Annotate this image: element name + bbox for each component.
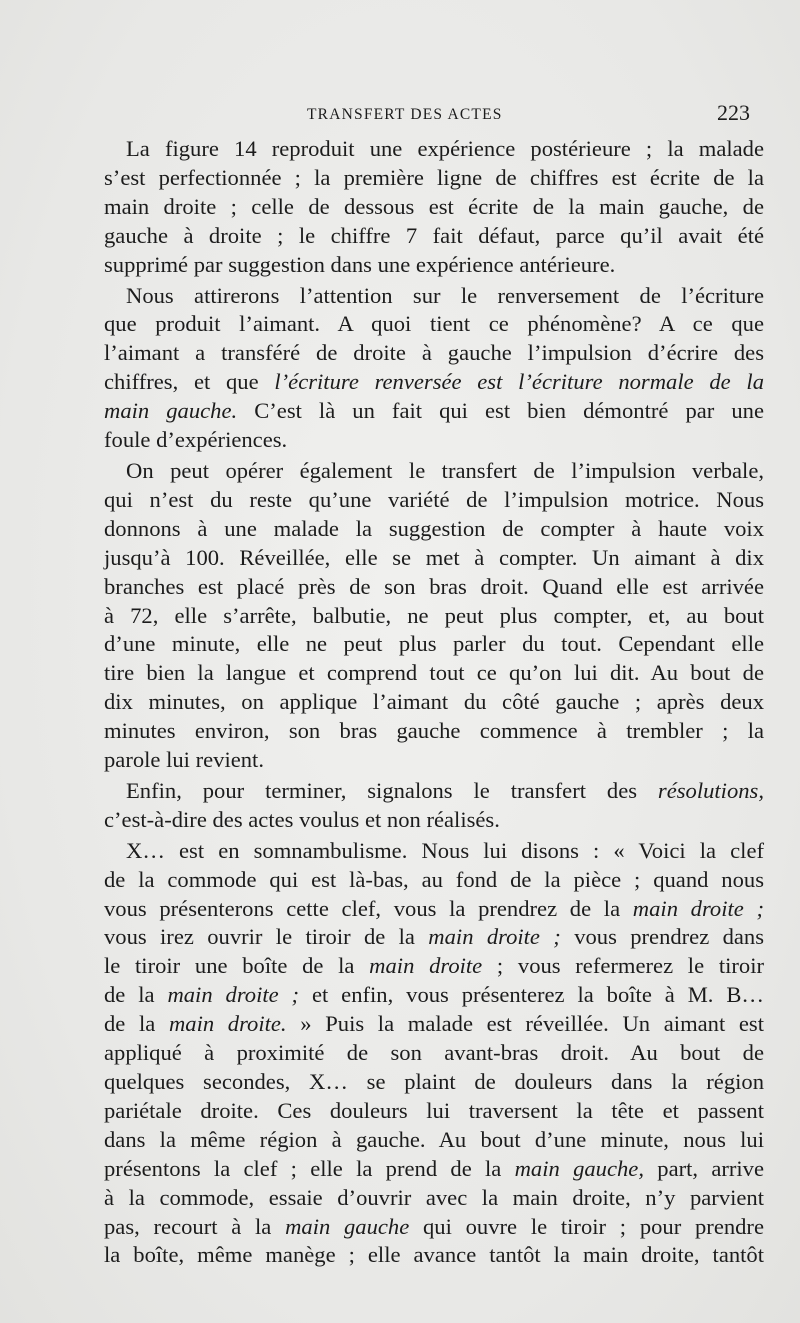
text-run: qui ouvre le tiroir ; pour prendre	[409, 1213, 764, 1239]
italic-text: main droite.	[168, 1011, 287, 1037]
text-line	[82, 1068, 764, 1097]
text-run: parole lui revient.	[104, 747, 264, 773]
text-run: main droite ; celle de dessous est écrite de la main gauche, de	[104, 193, 764, 219]
italic-text: main droite	[369, 953, 483, 979]
page-number: 223	[717, 100, 750, 125]
text-line	[82, 282, 764, 311]
text-line	[82, 1184, 764, 1213]
text-run: et enfin, vous présenterez la boîte à M. B…	[299, 982, 764, 1008]
text-run: vous prendrez dans	[560, 924, 764, 950]
text-run: jusqu’à 100. Réveillée, elle se met à compter. Un aimant à dix	[104, 544, 764, 570]
italic-text: main droite ;	[167, 982, 300, 1008]
text-line	[82, 368, 764, 397]
text-line	[82, 193, 764, 222]
text-run: branches est placé près de son bras droit. Quand elle est arrivée	[104, 573, 764, 599]
text-line	[82, 602, 764, 631]
text-line	[82, 952, 764, 981]
text-run: pas, recourt à la	[104, 1213, 286, 1239]
text-run: la boîte, même manège ; elle avance tantôt la main droite, tantôt	[104, 1242, 764, 1268]
text-line	[82, 866, 764, 895]
text-run: dix minutes, on applique l’aimant du côté gauche ; après deux	[104, 689, 764, 715]
text-line	[82, 923, 764, 952]
text-line	[82, 806, 764, 835]
text-run: tire bien la langue et comprend tout ce qu’on lui dit. Au bout de	[104, 660, 764, 686]
text-run: vous irez ouvrir le tiroir de la	[104, 924, 429, 950]
text-run: supprimé par suggestion dans une expérience antérieure.	[104, 251, 616, 277]
text-run: de la	[104, 982, 168, 1008]
running-title: TRANSFERT DES ACTES	[307, 106, 503, 123]
text-line	[82, 135, 764, 164]
text-run: à 72, elle s’arrête, balbutie, ne peut plus compter, et, au bout	[104, 602, 764, 628]
text-line	[82, 222, 764, 251]
text-run: Enfin, pour terminer, signalons le transfert des	[126, 777, 658, 803]
text-run: X… est en somnambulisme. Nous lui disons : « Voici la clef	[126, 837, 764, 863]
italic-text: main droite ;	[632, 895, 765, 921]
text-line	[82, 1155, 764, 1184]
text-line	[82, 837, 764, 866]
body-text	[82, 135, 764, 1270]
paragraph	[82, 837, 764, 1271]
italic-text: résolutions,	[657, 777, 764, 803]
text-line	[82, 1213, 764, 1242]
text-run: part, arrive	[643, 1155, 765, 1181]
text-line	[82, 426, 764, 455]
page-header	[82, 100, 750, 130]
text-line	[82, 1010, 764, 1039]
italic-text: main gauche,	[514, 1155, 644, 1181]
text-line	[82, 164, 764, 193]
text-run: Nous attirerons l’attention sur le renversement de l’écriture	[126, 282, 764, 308]
text-run: » Puis la malade est réveillée. Un aimant est	[286, 1011, 764, 1037]
text-run: qui n’est du reste qu’une variété de l’impulsion motrice. Nous	[104, 486, 764, 512]
paragraph	[82, 135, 764, 280]
text-run: c’est-à-dire des actes voulus et non réalisés.	[104, 806, 500, 832]
text-line	[82, 397, 764, 426]
text-line	[82, 1126, 764, 1155]
text-line	[82, 981, 764, 1010]
text-run: quelques secondes, X… se plaint de douleurs dans la région	[104, 1069, 764, 1094]
text-line	[82, 573, 764, 602]
text-line	[82, 777, 764, 806]
paragraph	[82, 457, 764, 775]
text-run: gauche à droite ; le chiffre 7 fait défaut, parce qu’il avait été	[104, 222, 764, 248]
text-line	[82, 746, 764, 775]
italic-text: main gauche	[285, 1213, 410, 1239]
paragraph	[82, 282, 764, 455]
italic-text: main droite ;	[428, 924, 561, 950]
text-line	[82, 630, 764, 659]
text-line	[82, 457, 764, 486]
text-run: C’est là un fait qui est bien démontré par une	[237, 398, 765, 424]
text-line	[82, 688, 764, 717]
text-run: vous présenterons cette clef, vous la prendrez de la	[104, 895, 633, 921]
text-run: pariétale droite. Ces douleurs lui traversent la tête et passent	[104, 1097, 764, 1123]
text-line	[82, 717, 764, 746]
text-run: présentons la clef ; elle la prend de la	[104, 1155, 515, 1181]
paragraph	[82, 777, 764, 835]
text-line	[82, 1097, 764, 1126]
text-line	[82, 1039, 764, 1068]
text-run: La figure 14 reproduit une expérience postérieure ; la malade	[126, 136, 764, 161]
text-line	[82, 486, 764, 515]
text-run: foule d’expériences.	[104, 427, 288, 453]
text-line	[82, 544, 764, 573]
text-line	[82, 515, 764, 544]
text-run: donnons à une malade la suggestion de compter à haute voix	[104, 515, 764, 541]
text-run: appliqué à proximité de son avant-bras droit. Au bout de	[104, 1040, 764, 1066]
text-run: dans la même région à gauche. Au bout d’une minute, nous lui	[104, 1126, 764, 1152]
text-line	[82, 339, 764, 368]
text-line	[82, 251, 764, 280]
text-run: que produit l’aimant. A quoi tient ce phénomène? A ce que	[104, 311, 764, 337]
text-run: à la commode, essaie d’ouvrir avec la main droite, n’y parvient	[104, 1184, 764, 1210]
text-run: On peut opérer également le transfert de l’impulsion verbale,	[126, 457, 764, 483]
italic-text: l’écriture renversée est l’écriture normale de la	[274, 369, 764, 395]
text-run: le tiroir une boîte de la	[104, 953, 370, 979]
text-run: de la	[104, 1011, 169, 1037]
text-run: chiffres, et que	[104, 369, 275, 395]
text-line	[82, 895, 764, 924]
text-run: ; vous refermerez le tiroir	[482, 953, 764, 979]
italic-text: main gauche.	[104, 398, 238, 424]
text-line	[82, 1241, 764, 1270]
text-run: minutes environ, son bras gauche commence à trembler ; la	[104, 718, 764, 744]
text-line	[82, 659, 764, 688]
text-run: de la commode qui est là-bas, au fond de la pièce ; quand nous	[104, 866, 764, 892]
text-run: s’est perfectionnée ; la première ligne de chiffres est écrite de la	[104, 164, 764, 190]
text-line	[82, 310, 764, 339]
text-run: l’aimant a transféré de droite à gauche l’impulsion d’écrire des	[104, 340, 764, 366]
text-run: d’une minute, elle ne peut plus parler du tout. Cependant elle	[104, 631, 764, 657]
